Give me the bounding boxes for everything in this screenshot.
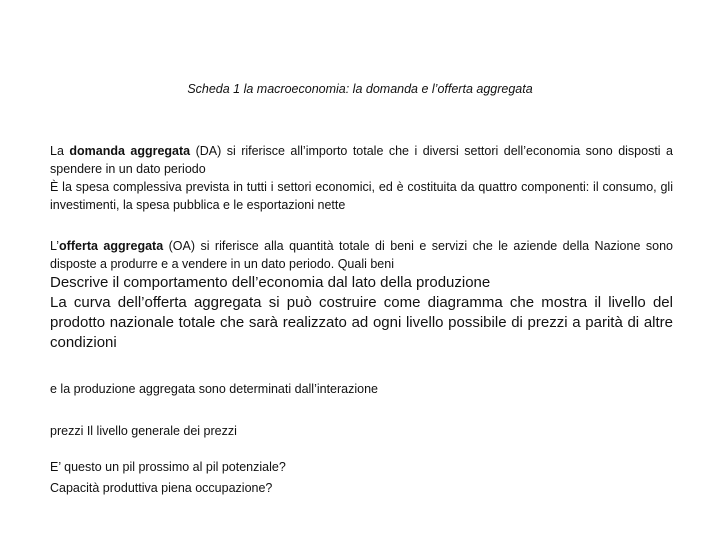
aggregate-demand-term: domanda aggregata [69,144,191,158]
aggregate-supply-text: (OA) si riferisce alla quantità totale di beni e servizi che le aziende della Nazione sono disposte a produrre e a vendere in un dato periodo. Quali beni [50,239,673,271]
aggregate-supply-paragraph [50,237,673,273]
capacity-question: Capacità produttiva piena occupazione? [50,481,273,495]
supply-curve-line: La curva dell’offerta aggregata si può costruire come diagramma che mostra il livello del prodotto nazionale totale che sarà realizzato ad ogni livello possibile di prezzi a parità di altre condizioni [50,294,673,351]
aggregate-demand-components: È la spesa complessiva prevista in tutti i settori economici, ed è costituita da quattro componenti: il consumo, gli investimenti, la spesa pubblica e le esportazioni nette [50,180,673,212]
aggregate-demand-definition [50,142,673,178]
price-level-line: prezzi Il livello generale dei prezzi [50,424,237,438]
aggregate-supply-description [50,273,673,353]
potential-gdp-question: E’ questo un pil prossimo al pil potenziale? [50,460,286,474]
aggregate-demand-paragraph [50,142,673,214]
aggregate-demand-prefix: La [50,144,70,158]
production-interaction-line: e la produzione aggregata sono determinati dall’interazione [50,382,378,396]
production-side-line: Descrive il comportamento dell’economia dal lato della produzione [50,274,491,291]
aggregate-supply-prefix: L’ [50,239,60,253]
aggregate-supply-term: offerta aggregata [59,239,164,253]
aggregate-demand-text: (DA) si riferisce all’importo totale che i diversi settori dell’economia sono disposti a spendere in un dato periodo [50,144,673,176]
page-title: Scheda 1 la macroeconomia: la domanda e l’offerta aggregata [187,82,533,96]
